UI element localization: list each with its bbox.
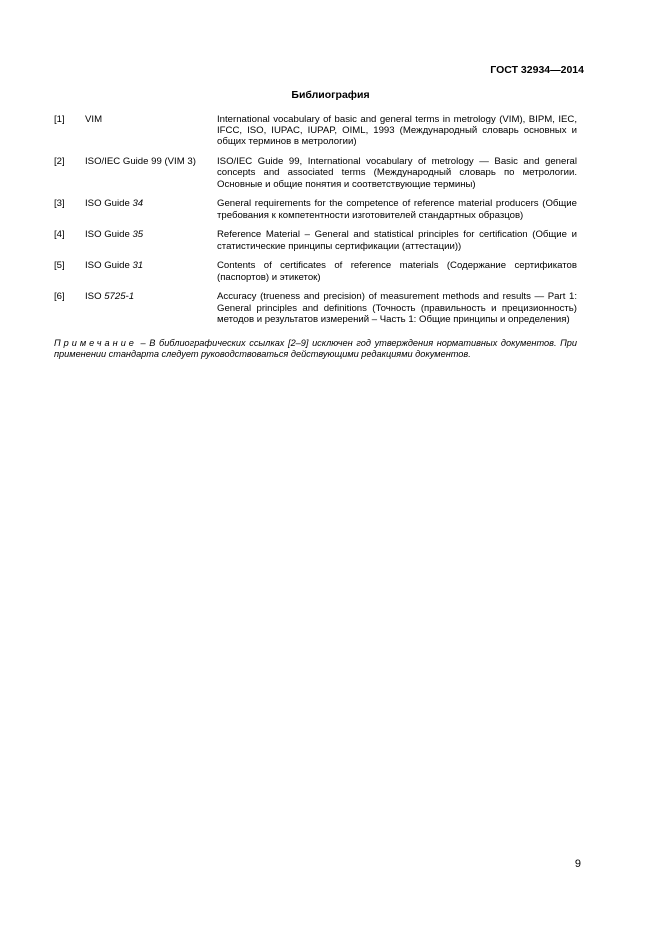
bibliography-entry (54, 291, 577, 325)
entry-code-text: ISO Guide (85, 260, 133, 272)
note-label: Примечание (54, 338, 137, 348)
entry-code-text: ISO (85, 291, 105, 303)
entry-number: [6] (54, 291, 65, 303)
entry-code (85, 291, 134, 302)
document-standard-number: ГОСТ 32934—2014 (490, 64, 584, 76)
entry-code-text: ISO Guide (85, 198, 133, 210)
entry-number: [1] (54, 114, 65, 125)
entry-description: General requirements for the competence of reference material producers (Общие требования к компетентности изготовителей стандартных образцов) (217, 198, 577, 221)
entry-code-text: ISO Guide (85, 229, 133, 241)
entry-number: [2] (54, 156, 65, 168)
entry-code (85, 229, 143, 240)
entry-description: Contents of certificates of reference materials (Содержание сертификатов (паспортов) и этикеток) (217, 260, 577, 283)
entry-code-text: ISO/IEC Guide 99 (VIM 3) (85, 156, 196, 168)
bibliography-entry (54, 260, 577, 282)
entry-code-italic: 35 (132, 229, 144, 241)
entry-code-italic: 34 (132, 198, 144, 210)
bibliography-list (54, 114, 577, 334)
entry-code-italic: 5725-1 (104, 291, 135, 303)
bibliography-entry (54, 198, 577, 220)
entry-description: Reference Material – General and statistical principles for certification (Общие и статистические принципы сертификации (аттестации)) (217, 229, 577, 252)
entry-number: [3] (54, 198, 65, 210)
entry-description: ISO/IEC Guide 99, International vocabulary of metrology — Basic and general concepts and associated terms (Международный словарь по метрологии. Основные и общие понятия и соответствующие термины) (217, 156, 577, 190)
entry-number: [5] (54, 260, 65, 272)
page-number: 9 (574, 858, 581, 870)
entry-number: [4] (54, 229, 65, 241)
entry-code (85, 198, 143, 209)
entry-code (85, 156, 196, 167)
bibliography-entry (54, 114, 577, 148)
bibliography-note (54, 338, 577, 360)
entry-code-text: VIM (85, 114, 103, 125)
entry-code-italic: 31 (132, 260, 144, 272)
entry-code (85, 114, 102, 125)
bibliography-entry (54, 229, 577, 251)
entry-code (85, 260, 143, 271)
entry-description: International vocabulary of basic and general terms in metrology (VIM), BIPM, IEC, IFCC, ISO, IUPAC, IUPAP, OIML, 1993 (Международный словарь основных и общих терминов в метрологии) (217, 114, 577, 148)
section-title: Библиография (291, 89, 370, 101)
note-text: – В библиографических ссылках [2–9] исключен год утверждения нормативных документов. При применении стандарта следует руководствоваться действующими редакциями документов. (54, 338, 577, 360)
entry-description: Accuracy (trueness and precision) of measurement methods and results — Part 1: General principles and definitions (Точность (правильность и прецизионность) методов и результатов измерений – Часть 1: Общие принципы и определения) (217, 291, 577, 325)
bibliography-entry (54, 156, 577, 190)
